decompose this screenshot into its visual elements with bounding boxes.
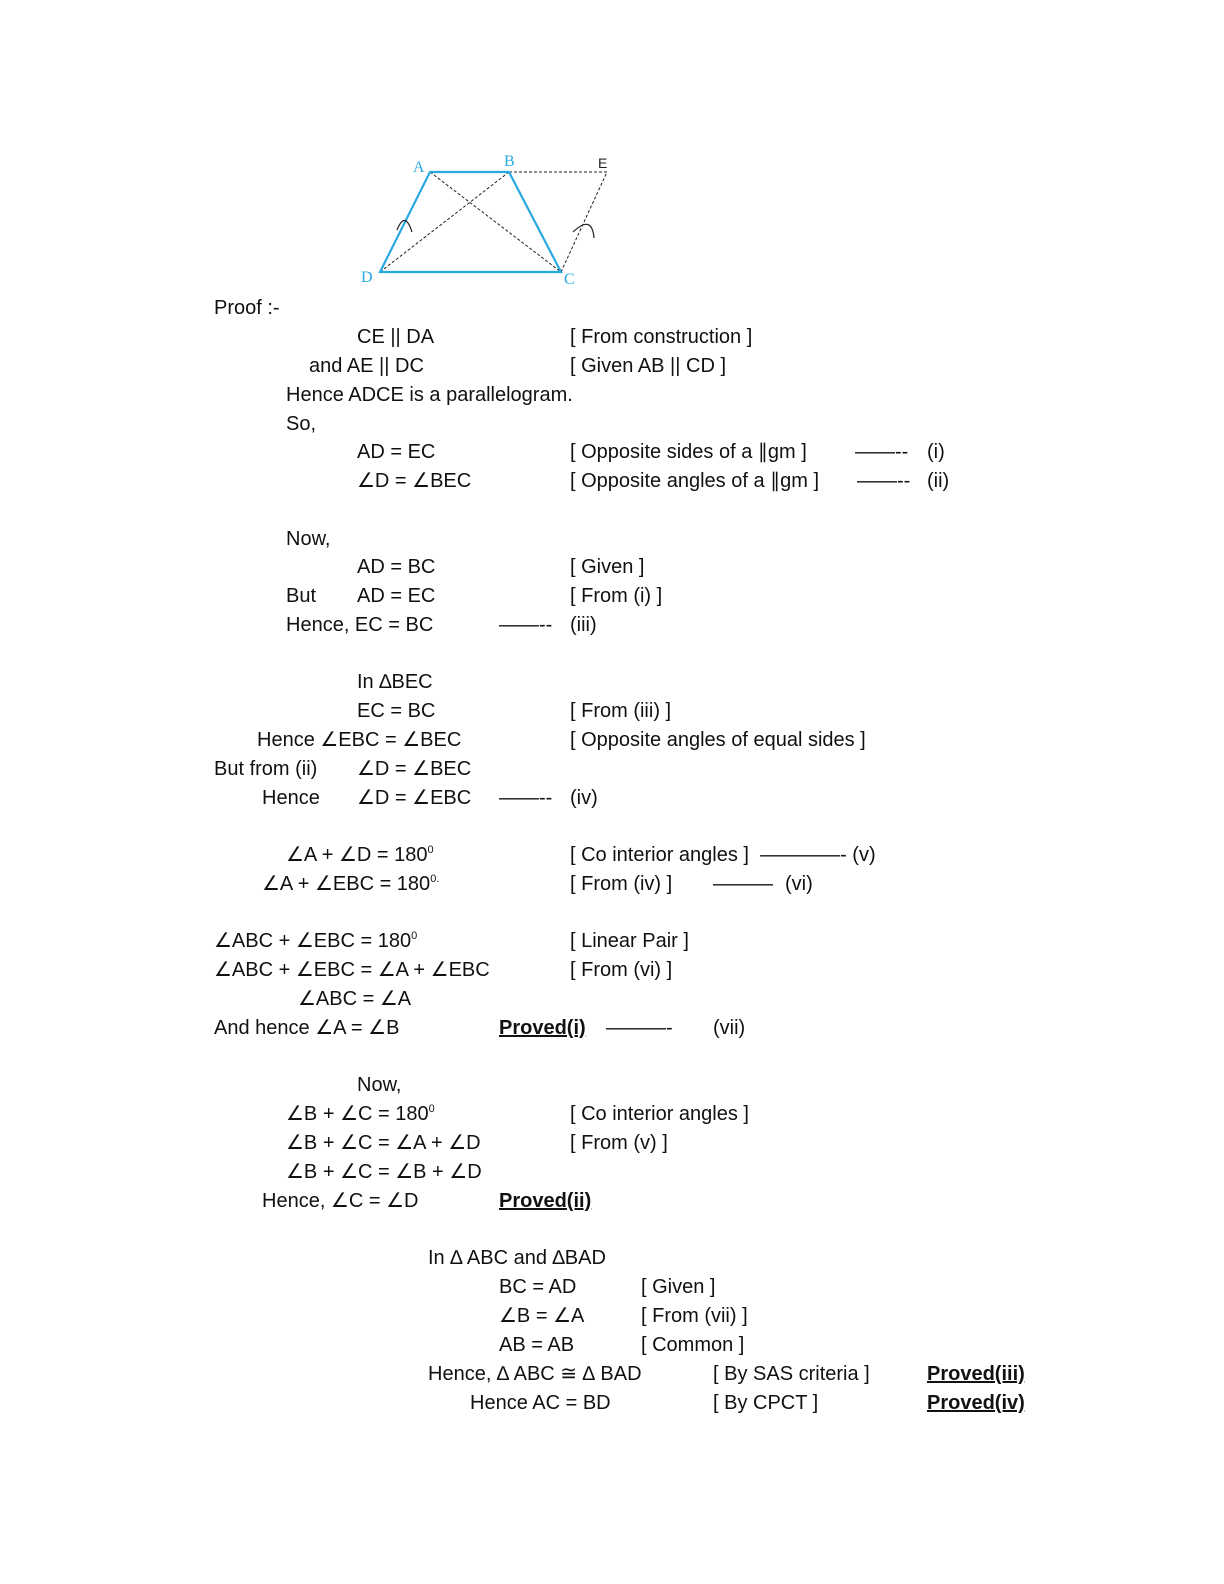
proof-text-segment xyxy=(286,613,433,637)
proof-text-segment xyxy=(214,296,280,320)
segment-text: [ From (iv) ] xyxy=(570,873,673,895)
proof-text-segment xyxy=(286,843,434,867)
label-a: A xyxy=(413,159,425,176)
proof-text-segment xyxy=(357,786,471,810)
proof-text-segment xyxy=(570,584,662,608)
segment-text: Proved(iii) xyxy=(927,1363,1025,1385)
proof-text-segment xyxy=(214,757,317,781)
line-ce xyxy=(561,172,607,272)
proof-text-segment xyxy=(713,1391,818,1415)
segment-text: In ∆ ABC and ∆BAD xyxy=(428,1247,606,1269)
proof-text-segment xyxy=(214,1016,399,1040)
segment-text: [ From (v) ] xyxy=(570,1132,668,1154)
proof-text-segment xyxy=(357,325,434,349)
proof-text-segment xyxy=(286,527,330,551)
proof-text-segment xyxy=(641,1275,715,1299)
proof-text-segment xyxy=(286,412,316,436)
proof-text-segment xyxy=(855,440,908,464)
segment-text: [ Opposite angles of equal sides ] xyxy=(570,729,866,751)
segment-text: [ From (vii) ] xyxy=(641,1305,748,1327)
proof-text-segment xyxy=(570,728,866,752)
segment-text: ∠A + ∠EBC = 180 xyxy=(262,873,431,895)
proof-text-segment xyxy=(570,843,876,867)
proof-text-segment xyxy=(357,469,471,493)
segment-text: [ Co interior angles ] xyxy=(570,1103,749,1125)
segment-text: ∠D = ∠EBC xyxy=(357,787,472,809)
segment-text: [ Common ] xyxy=(641,1334,745,1356)
segment-text: ∠B = ∠A xyxy=(499,1305,585,1327)
segment-text: [ Given AB || CD ] xyxy=(570,355,726,377)
proof-text-segment xyxy=(570,354,726,378)
degree-superscript: 0 xyxy=(428,1103,435,1115)
segment-text: CE || DA xyxy=(357,326,435,348)
segment-text: And hence ∠A = ∠B xyxy=(214,1017,400,1039)
segment-text: (vii) xyxy=(713,1017,746,1039)
segment-text: ∠B + ∠C = ∠B + ∠D xyxy=(286,1161,482,1183)
proof-text-segment xyxy=(286,1131,481,1155)
segment-text: But from (ii) xyxy=(214,758,318,780)
segment-text: EC = BC xyxy=(357,700,436,722)
proof-text-segment xyxy=(286,1160,482,1184)
segment-text: [ From (vi) ] xyxy=(570,959,673,981)
segment-text: Hence ADCE is a parallelogram. xyxy=(286,384,573,406)
segment-text: Hence ∠EBC = ∠BEC xyxy=(257,729,462,751)
proof-text-segment xyxy=(357,1073,401,1097)
segment-text: (ii) xyxy=(927,470,950,492)
segment-text: Hence AC = BD xyxy=(470,1392,611,1414)
proof-text-segment xyxy=(785,872,813,896)
proof-text-segment xyxy=(570,699,671,723)
segment-text: AD = BC xyxy=(357,556,436,578)
segment-text: ∠ABC + ∠EBC = ∠A + ∠EBC xyxy=(214,959,490,981)
segment-text: Proved(ii) xyxy=(499,1190,592,1212)
proof-text-segment xyxy=(257,728,461,752)
proved-label xyxy=(499,1016,586,1040)
segment-text: ∠D = ∠BEC xyxy=(357,758,472,780)
line-ac xyxy=(430,172,561,272)
proved-label xyxy=(499,1189,591,1213)
segment-text: Hence, ∠C = ∠D xyxy=(262,1190,419,1212)
degree-superscript: 0. xyxy=(430,873,440,885)
segment-text: AB = AB xyxy=(499,1334,575,1356)
segment-text: ——— xyxy=(713,873,773,895)
proved-label xyxy=(927,1391,1025,1415)
proof-text-segment xyxy=(357,757,471,781)
segment-text: So, xyxy=(286,413,317,435)
proof-text-segment xyxy=(570,613,597,637)
compass-arcs xyxy=(397,220,594,238)
segment-text: Hence, ∆ ABC ≅ ∆ BAD xyxy=(428,1363,642,1385)
segment-text: [ By SAS criteria ] xyxy=(713,1363,870,1385)
segment-text: Proved(i) xyxy=(499,1017,586,1039)
segment-text: ∠A + ∠D = 180 xyxy=(286,844,428,866)
segment-text: [ By CPCT ] xyxy=(713,1392,819,1414)
proof-text-segment xyxy=(286,1102,435,1126)
segment-text: ——-- xyxy=(855,441,909,463)
proof-text-segment xyxy=(262,1189,418,1213)
proof-text-segment xyxy=(499,1304,584,1328)
segment-text: [ Given ] xyxy=(641,1276,716,1298)
proof-text-segment xyxy=(570,1102,749,1126)
proof-text-segment xyxy=(357,584,435,608)
proof-text-segment xyxy=(298,987,411,1011)
proof-text-segment xyxy=(570,440,807,464)
segment-text: [ Co interior angles ] ————- (v) xyxy=(570,844,876,866)
segment-text: [ Opposite sides of a ∥gm ] xyxy=(570,441,807,463)
proof-text-segment xyxy=(570,325,752,349)
segment-text: Hence, EC = BC xyxy=(286,614,434,636)
proof-text-segment xyxy=(428,1362,642,1386)
label-c: C xyxy=(564,271,575,288)
proof-text-segment xyxy=(606,1016,673,1040)
segment-text: ———- xyxy=(606,1017,673,1039)
label-e: E xyxy=(598,155,608,171)
segment-text: and AE || DC xyxy=(309,355,424,377)
segment-text: (iv) xyxy=(570,787,598,809)
proof-text-segment xyxy=(470,1391,611,1415)
proof-text-segment xyxy=(857,469,910,493)
proof-text-segment xyxy=(309,354,424,378)
segment-text: AD = EC xyxy=(357,441,436,463)
segment-text: (i) xyxy=(927,441,945,463)
proof-text-segment xyxy=(570,1131,668,1155)
proof-text-segment xyxy=(570,555,644,579)
segment-text: In ∆BEC xyxy=(357,671,433,693)
degree-superscript: 0 xyxy=(411,930,418,942)
segment-text: (vi) xyxy=(785,873,813,895)
proof-text-segment xyxy=(713,1016,745,1040)
proof-text-segment xyxy=(286,584,316,608)
segment-text: [ Given ] xyxy=(570,556,645,578)
proof-text-segment xyxy=(641,1304,748,1328)
segment-text: [ Linear Pair ] xyxy=(570,930,689,952)
segment-text: [ From (iii) ] xyxy=(570,700,672,722)
segment-text: Now, xyxy=(357,1074,402,1096)
parallelogram-diagram xyxy=(0,0,1224,300)
segment-text: ∠B + ∠C = ∠A + ∠D xyxy=(286,1132,481,1154)
label-d: D xyxy=(361,269,373,286)
proof-text-segment xyxy=(357,440,435,464)
segment-text: (iii) xyxy=(570,614,597,636)
segment-text: AD = EC xyxy=(357,585,436,607)
proof-text-segment xyxy=(499,786,552,810)
proof-text-segment xyxy=(641,1333,744,1357)
proof-text-segment xyxy=(927,469,949,493)
segment-text: BC = AD xyxy=(499,1276,577,1298)
proof-text-segment xyxy=(927,440,945,464)
segment-text: ∠ABC + ∠EBC = 180 xyxy=(214,930,412,952)
proof-text-segment xyxy=(713,872,773,896)
line-bd xyxy=(380,172,509,272)
proof-text-segment xyxy=(428,1246,606,1270)
proof-text-segment xyxy=(357,670,433,694)
proof-text-segment xyxy=(499,1333,574,1357)
segment-text: ∠ABC = ∠A xyxy=(298,988,412,1010)
degree-superscript: 0 xyxy=(427,844,434,856)
proof-text-segment xyxy=(570,872,672,896)
proof-text-segment xyxy=(570,469,819,493)
proof-text-segment xyxy=(214,958,490,982)
proved-label xyxy=(927,1362,1025,1386)
segment-text: ——-- xyxy=(857,470,911,492)
segment-text: ∠B + ∠C = 180 xyxy=(286,1103,429,1125)
proof-text-segment xyxy=(357,555,435,579)
proof-text-segment xyxy=(570,929,689,953)
proof-text-segment xyxy=(499,613,552,637)
segment-text: ∠D = ∠BEC xyxy=(357,470,472,492)
segment-text: Proved(iv) xyxy=(927,1392,1025,1414)
segment-text: But xyxy=(286,585,317,607)
proof-text-segment xyxy=(357,699,435,723)
segment-text: Hence xyxy=(262,787,320,809)
proof-text-segment xyxy=(286,383,573,407)
proof-text-segment xyxy=(262,786,320,810)
proof-text-segment xyxy=(214,929,417,953)
proof-text-segment xyxy=(262,872,439,896)
segment-text: Proof :- xyxy=(214,297,280,319)
construction-lines xyxy=(380,172,607,272)
proof-text-segment xyxy=(570,786,598,810)
proof-text-segment xyxy=(713,1362,870,1386)
segment-text: ——-- xyxy=(499,614,553,636)
label-b: B xyxy=(504,153,515,170)
proof-text-segment xyxy=(570,958,672,982)
segment-text: [ From construction ] xyxy=(570,326,753,348)
segment-text: ——-- xyxy=(499,787,553,809)
proof-text-segment xyxy=(499,1275,576,1299)
segment-text: [ Opposite angles of a ∥gm ] xyxy=(570,470,820,492)
segment-text: [ From (i) ] xyxy=(570,585,663,607)
segment-text: Now, xyxy=(286,528,331,550)
